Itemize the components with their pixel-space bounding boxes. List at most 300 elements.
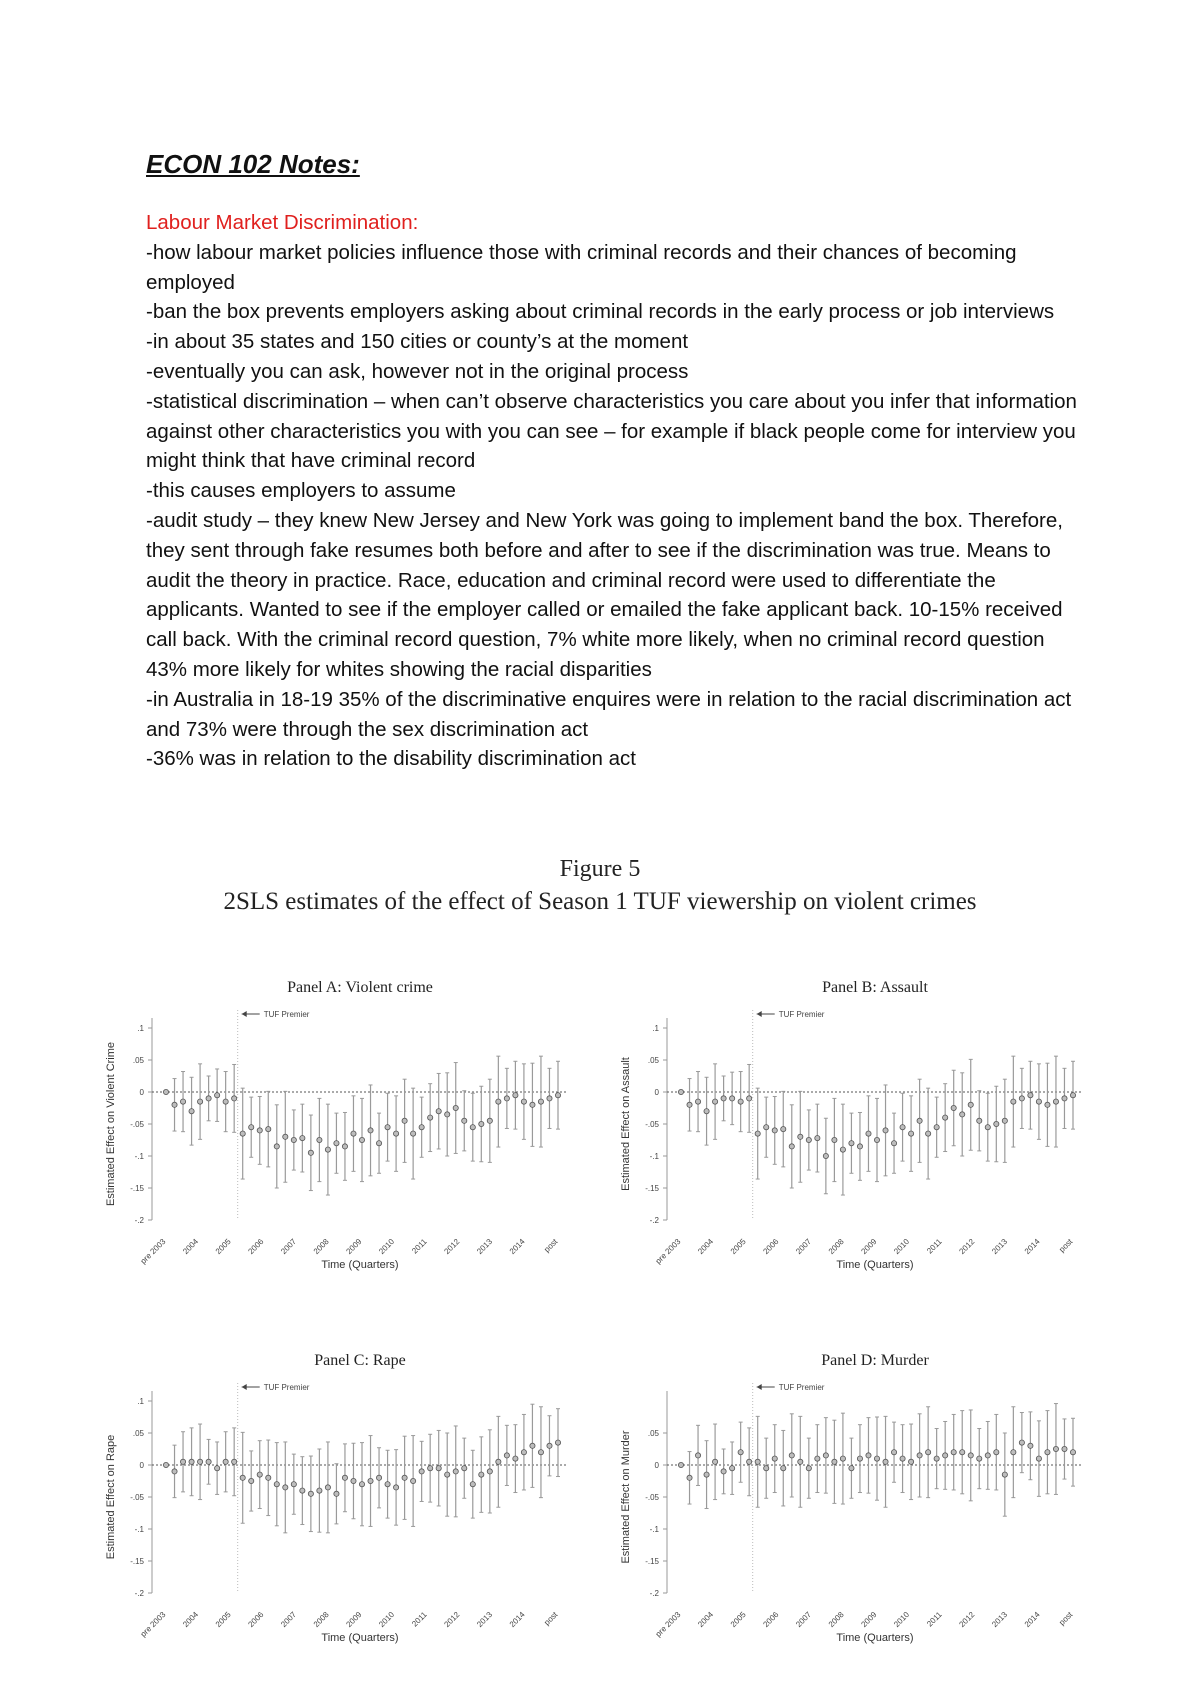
x-tick-label: 2009 <box>859 1610 879 1629</box>
estimate-point <box>917 1453 922 1458</box>
estimate-point <box>695 1453 700 1458</box>
estimate-point <box>1011 1099 1016 1104</box>
estimate-point <box>547 1096 552 1101</box>
estimate-point <box>1019 1096 1024 1101</box>
estimate-point <box>189 1459 194 1464</box>
y-tick-label: -.1 <box>649 1152 659 1161</box>
x-tick-label: 2011 <box>925 1610 944 1629</box>
x-axis-label: Time (Quarters) <box>836 1259 914 1271</box>
estimate-point <box>943 1115 948 1120</box>
x-tick-label: 2007 <box>794 1237 814 1256</box>
x-tick-label: 2005 <box>213 1237 233 1256</box>
estimate-point <box>840 1456 845 1461</box>
estimate-point <box>180 1459 185 1464</box>
x-tick-label: 2006 <box>246 1610 266 1629</box>
y-tick-label: .05 <box>647 1056 659 1065</box>
y-tick-label: .05 <box>132 1429 144 1438</box>
x-tick-label: 2014 <box>507 1610 527 1629</box>
estimate-point <box>772 1456 777 1461</box>
estimate-point <box>487 1469 492 1474</box>
estimate-point <box>730 1466 735 1471</box>
x-tick-label: 2006 <box>761 1610 781 1629</box>
estimate-point <box>789 1144 794 1149</box>
estimate-point <box>317 1488 322 1493</box>
estimate-point <box>712 1459 717 1464</box>
estimate-point <box>900 1456 905 1461</box>
estimate-point <box>496 1099 501 1104</box>
estimate-point <box>538 1099 543 1104</box>
estimate-point <box>308 1491 313 1496</box>
x-tick-label: pre 2003 <box>653 1237 683 1266</box>
estimate-point <box>513 1456 518 1461</box>
estimate-point <box>747 1096 752 1101</box>
x-tick-label: 2012 <box>442 1610 462 1629</box>
premier-arrow-head <box>757 1384 762 1390</box>
estimate-point <box>798 1459 803 1464</box>
estimate-point <box>538 1450 543 1455</box>
x-tick-label: 2011 <box>410 1237 429 1256</box>
y-tick-label: -.05 <box>645 1120 659 1129</box>
x-tick-label: post <box>1057 1237 1075 1255</box>
y-tick-label: -.2 <box>649 1216 659 1225</box>
estimate-point <box>462 1466 467 1471</box>
y-tick-label: .05 <box>647 1429 659 1438</box>
estimate-point <box>257 1128 262 1133</box>
estimate-point <box>849 1141 854 1146</box>
estimate-point <box>806 1137 811 1142</box>
estimate-point <box>764 1125 769 1130</box>
y-tick-label: -.2 <box>134 1216 144 1225</box>
estimate-point <box>1053 1099 1058 1104</box>
estimate-point <box>504 1453 509 1458</box>
estimate-point <box>926 1131 931 1136</box>
estimate-point <box>496 1459 501 1464</box>
estimate-point <box>866 1131 871 1136</box>
estimate-point <box>815 1135 820 1140</box>
estimate-point <box>325 1485 330 1490</box>
x-tick-label: 2004 <box>696 1237 716 1256</box>
estimate-point <box>1036 1456 1041 1461</box>
estimate-point <box>985 1453 990 1458</box>
estimate-point <box>908 1459 913 1464</box>
y-tick-label: -.15 <box>645 1184 659 1193</box>
estimate-point <box>866 1453 871 1458</box>
estimate-point <box>994 1121 999 1126</box>
y-tick-label: .1 <box>652 1024 659 1033</box>
x-tick-label: 2014 <box>507 1237 527 1256</box>
estimate-point <box>291 1482 296 1487</box>
estimate-point <box>755 1459 760 1464</box>
estimate-point <box>968 1102 973 1107</box>
estimate-point <box>798 1134 803 1139</box>
estimate-point <box>300 1135 305 1140</box>
estimate-point <box>747 1459 752 1464</box>
x-tick-label: 2013 <box>475 1237 495 1256</box>
estimate-point <box>197 1459 202 1464</box>
x-tick-label: 2009 <box>344 1237 364 1256</box>
estimate-point <box>891 1141 896 1146</box>
estimate-point <box>1019 1440 1024 1445</box>
panel-title: Panel B: Assault <box>822 979 928 996</box>
x-tick-label: 2012 <box>442 1237 462 1256</box>
y-tick-label: -.15 <box>645 1557 659 1566</box>
estimate-point <box>1002 1472 1007 1477</box>
x-axis-label: Time (Quarters) <box>321 1259 399 1271</box>
estimate-point <box>274 1144 279 1149</box>
estimate-point <box>308 1150 313 1155</box>
estimate-point <box>687 1475 692 1480</box>
estimate-point <box>385 1125 390 1130</box>
estimate-point <box>325 1147 330 1152</box>
y-tick-label: -.05 <box>130 1120 144 1129</box>
section-heading: Labour Market Discrimination: <box>146 211 419 234</box>
y-axis-label: Estimated Effect on Murder <box>620 1430 632 1564</box>
estimate-point <box>504 1096 509 1101</box>
x-tick-label: post <box>542 1237 560 1255</box>
panel-title: Panel C: Rape <box>314 1352 406 1369</box>
estimate-point <box>985 1125 990 1130</box>
x-tick-label: post <box>542 1610 560 1628</box>
estimate-point <box>738 1450 743 1455</box>
estimate-point <box>283 1134 288 1139</box>
estimate-point <box>240 1475 245 1480</box>
premier-arrow-head <box>242 1384 247 1390</box>
y-axis-label: Estimated Effect on Assault <box>620 1057 632 1191</box>
x-tick-label: pre 2003 <box>653 1610 683 1639</box>
x-tick-label: 2007 <box>279 1610 299 1629</box>
estimate-point <box>283 1485 288 1490</box>
estimate-point <box>411 1478 416 1483</box>
estimate-point <box>977 1118 982 1123</box>
y-tick-label: -.15 <box>130 1557 144 1566</box>
x-tick-label: 2007 <box>794 1610 814 1629</box>
estimate-point <box>393 1485 398 1490</box>
estimate-point <box>874 1137 879 1142</box>
estimate-point <box>823 1153 828 1158</box>
x-tick-label: pre 2003 <box>138 1237 168 1266</box>
x-axis-label: Time (Quarters) <box>321 1632 399 1644</box>
estimate-point <box>419 1469 424 1474</box>
estimate-point <box>721 1096 726 1101</box>
estimate-point <box>521 1450 526 1455</box>
x-tick-label: 2008 <box>826 1237 846 1256</box>
x-tick-label: 2013 <box>990 1237 1010 1256</box>
notes-title: ECON 102 Notes: <box>146 149 360 179</box>
y-tick-label: 0 <box>654 1461 659 1470</box>
estimate-point <box>1045 1102 1050 1107</box>
x-tick-label: 2010 <box>892 1610 912 1629</box>
x-tick-label: 2012 <box>957 1610 977 1629</box>
y-tick-label: -.05 <box>645 1493 659 1502</box>
estimate-point <box>547 1443 552 1448</box>
estimate-point <box>832 1137 837 1142</box>
estimate-point <box>351 1131 356 1136</box>
estimate-point <box>232 1096 237 1101</box>
premier-annotation: TUF Premier <box>263 1010 310 1019</box>
x-tick-label: 2013 <box>990 1610 1010 1629</box>
estimate-point <box>359 1137 364 1142</box>
estimate-point <box>317 1137 322 1142</box>
panel-d-chart <box>615 1343 1095 1683</box>
premier-annotation: TUF Premier <box>778 1383 825 1392</box>
estimate-point <box>1028 1443 1033 1448</box>
y-tick-label: 0 <box>139 1088 144 1097</box>
estimate-point <box>1053 1446 1058 1451</box>
estimate-point <box>274 1482 279 1487</box>
bullet-item: -in about 35 states and 150 cities or county’s at the moment <box>146 330 689 354</box>
estimate-point <box>487 1118 492 1123</box>
estimate-point <box>1045 1450 1050 1455</box>
estimate-point <box>555 1093 560 1098</box>
estimate-point <box>1062 1446 1067 1451</box>
premier-arrow-head <box>757 1011 762 1017</box>
estimate-point <box>215 1466 220 1471</box>
estimate-point <box>874 1456 879 1461</box>
estimate-point <box>197 1099 202 1104</box>
y-tick-label: -.2 <box>649 1589 659 1598</box>
figure-caption: 2SLS estimates of the effect of Season 1 TUF viewership on violent crimes <box>223 888 977 915</box>
estimate-point <box>704 1109 709 1114</box>
estimate-point <box>900 1125 905 1130</box>
estimate-point <box>266 1475 271 1480</box>
estimate-point <box>857 1144 862 1149</box>
estimate-point <box>189 1109 194 1114</box>
estimate-point <box>436 1466 441 1471</box>
estimate-point <box>857 1456 862 1461</box>
estimate-point <box>678 1462 683 1467</box>
x-tick-label: pre 2003 <box>138 1610 168 1639</box>
y-tick-label: -.15 <box>130 1184 144 1193</box>
x-tick-label: 2004 <box>181 1610 201 1629</box>
estimate-point <box>908 1131 913 1136</box>
estimate-point <box>730 1096 735 1101</box>
estimate-point <box>249 1478 254 1483</box>
y-tick-label: .1 <box>137 1024 144 1033</box>
estimate-point <box>823 1453 828 1458</box>
x-tick-label: 2004 <box>696 1610 716 1629</box>
estimate-point <box>240 1131 245 1136</box>
estimate-point <box>1028 1093 1033 1098</box>
estimate-point <box>172 1469 177 1474</box>
estimate-point <box>470 1125 475 1130</box>
estimate-point <box>815 1456 820 1461</box>
estimate-point <box>513 1093 518 1098</box>
x-tick-label: 2010 <box>377 1237 397 1256</box>
panel-b-chart <box>615 970 1095 1310</box>
estimate-point <box>755 1131 760 1136</box>
estimate-point <box>687 1102 692 1107</box>
estimate-point <box>206 1459 211 1464</box>
estimate-point <box>934 1456 939 1461</box>
estimate-point <box>223 1099 228 1104</box>
estimate-point <box>385 1482 390 1487</box>
estimate-point <box>1002 1118 1007 1123</box>
y-axis-label: Estimated Effect on Rape <box>105 1434 117 1560</box>
x-tick-label: 2014 <box>1022 1237 1042 1256</box>
figure-label: Figure 5 <box>559 856 641 882</box>
estimate-point <box>806 1466 811 1471</box>
x-axis-label: Time (Quarters) <box>836 1632 914 1644</box>
estimate-point <box>163 1462 168 1467</box>
estimate-point <box>926 1450 931 1455</box>
x-tick-label: 2005 <box>728 1237 748 1256</box>
bullet-item: -eventually you can ask, however not in the original process <box>146 359 689 383</box>
bullet-item: -audit study – they knew New Jersey and New York was going to implement band the box. Therefore, they sent through fake resumes both before and after to see if the discrimination was true. Means to audit the theory in practice. Race, education and criminal record were used to differentiate the applicants. Wanted to see if the employer called or emailed the fake applicant back. 10-15% received call back. With the criminal record question, 7% white more likely, when no criminal record question 43% more likely for whites showing the racial disparities <box>146 508 1063 681</box>
panel-title: Panel D: Murder <box>821 1352 929 1369</box>
estimate-point <box>342 1144 347 1149</box>
estimate-point <box>257 1472 262 1477</box>
estimate-point <box>772 1128 777 1133</box>
estimate-point <box>462 1118 467 1123</box>
estimate-point <box>402 1118 407 1123</box>
bullet-item: -how labour market policies influence those with criminal records and their chances of becoming employed <box>146 240 1017 294</box>
x-tick-label: 2004 <box>181 1237 201 1256</box>
estimate-point <box>968 1453 973 1458</box>
x-tick-label: 2006 <box>246 1237 266 1256</box>
estimate-point <box>368 1128 373 1133</box>
estimate-point <box>402 1475 407 1480</box>
y-tick-label: .05 <box>132 1056 144 1065</box>
bullet-item: -this causes employers to assume <box>146 479 456 503</box>
estimate-point <box>411 1131 416 1136</box>
estimate-point <box>428 1466 433 1471</box>
estimate-point <box>951 1105 956 1110</box>
estimate-point <box>917 1118 922 1123</box>
estimate-point <box>180 1099 185 1104</box>
estimate-point <box>678 1089 683 1094</box>
estimate-point <box>960 1450 965 1455</box>
x-tick-label: 2008 <box>311 1237 331 1256</box>
x-tick-label: 2006 <box>761 1237 781 1256</box>
estimate-point <box>521 1099 526 1104</box>
x-tick-label: 2008 <box>826 1610 846 1629</box>
estimate-point <box>832 1459 837 1464</box>
estimate-point <box>479 1472 484 1477</box>
estimate-point <box>232 1459 237 1464</box>
estimate-point <box>1070 1450 1075 1455</box>
estimate-point <box>695 1099 700 1104</box>
x-tick-label: 2005 <box>213 1610 233 1629</box>
y-axis-label: Estimated Effect on Violent Crime <box>105 1041 117 1207</box>
premier-arrow-head <box>242 1011 247 1017</box>
x-tick-label: 2011 <box>410 1610 429 1629</box>
estimate-point <box>721 1469 726 1474</box>
estimate-point <box>445 1112 450 1117</box>
estimate-point <box>266 1127 271 1132</box>
estimate-point <box>172 1102 177 1107</box>
estimate-point <box>376 1475 381 1480</box>
estimate-point <box>883 1459 888 1464</box>
y-tick-label: -.1 <box>134 1525 144 1534</box>
estimate-point <box>883 1128 888 1133</box>
estimate-point <box>781 1127 786 1132</box>
estimate-point <box>249 1125 254 1130</box>
estimate-point <box>479 1121 484 1126</box>
bullet-item: -in Australia in 18-19 35% of the discriminative enquires were in relation to the racial discrimination act and 73% were through the sex discrimination act <box>146 687 1072 741</box>
premier-annotation: TUF Premier <box>263 1383 310 1392</box>
estimate-point <box>393 1131 398 1136</box>
premier-annotation: TUF Premier <box>778 1010 825 1019</box>
x-tick-label: 2007 <box>279 1237 299 1256</box>
x-tick-label: 2009 <box>344 1610 364 1629</box>
y-tick-label: -.2 <box>134 1589 144 1598</box>
estimate-point <box>849 1466 854 1471</box>
estimate-point <box>764 1466 769 1471</box>
estimate-point <box>704 1472 709 1477</box>
estimate-point <box>994 1450 999 1455</box>
estimate-point <box>530 1443 535 1448</box>
estimate-point <box>470 1482 475 1487</box>
x-tick-label: 2014 <box>1022 1610 1042 1629</box>
estimate-point <box>712 1099 717 1104</box>
x-tick-label: 2010 <box>377 1610 397 1629</box>
estimate-point <box>300 1488 305 1493</box>
estimate-point <box>342 1475 347 1480</box>
estimate-point <box>840 1147 845 1152</box>
estimate-point <box>445 1472 450 1477</box>
x-tick-label: 2009 <box>859 1237 879 1256</box>
x-tick-label: 2013 <box>475 1610 495 1629</box>
y-tick-label: 0 <box>139 1461 144 1470</box>
estimate-point <box>943 1453 948 1458</box>
notes-body <box>146 148 1086 774</box>
x-tick-label: 2010 <box>892 1237 912 1256</box>
estimate-point <box>453 1105 458 1110</box>
estimate-point <box>351 1478 356 1483</box>
bullet-item: -ban the box prevents employers asking about criminal records in the early process or job interviews <box>146 300 1055 324</box>
estimate-point <box>951 1450 956 1455</box>
estimate-point <box>206 1096 211 1101</box>
estimate-point <box>223 1459 228 1464</box>
estimate-point <box>428 1115 433 1120</box>
estimate-point <box>1070 1093 1075 1098</box>
estimate-point <box>291 1137 296 1142</box>
estimate-point <box>215 1093 220 1098</box>
panel-a-chart <box>100 970 580 1310</box>
estimate-point <box>334 1141 339 1146</box>
estimate-point <box>359 1482 364 1487</box>
estimate-point <box>960 1112 965 1117</box>
estimate-point <box>977 1456 982 1461</box>
estimate-point <box>934 1125 939 1130</box>
estimate-point <box>368 1478 373 1483</box>
panel-c-chart <box>100 1343 580 1683</box>
estimate-point <box>891 1450 896 1455</box>
x-tick-label: 2012 <box>957 1237 977 1256</box>
estimate-point <box>1036 1099 1041 1104</box>
estimate-point <box>163 1089 168 1094</box>
estimate-point <box>419 1125 424 1130</box>
estimate-point <box>453 1469 458 1474</box>
estimate-point <box>334 1491 339 1496</box>
bullet-item: -statistical discrimination – when can’t observe characteristics you care about you infer that information against other characteristics you with you can see – for example if black people come for interview you might think that have criminal record <box>146 389 1077 473</box>
estimate-point <box>738 1099 743 1104</box>
x-tick-label: 2008 <box>311 1610 331 1629</box>
estimate-point <box>436 1109 441 1114</box>
x-tick-label: 2011 <box>925 1237 944 1256</box>
estimate-point <box>789 1453 794 1458</box>
estimate-point <box>1062 1096 1067 1101</box>
y-tick-label: -.1 <box>649 1525 659 1534</box>
y-tick-label: -.1 <box>134 1152 144 1161</box>
estimate-point <box>530 1102 535 1107</box>
y-tick-label: -.05 <box>130 1493 144 1502</box>
estimate-point <box>1011 1450 1016 1455</box>
x-tick-label: 2005 <box>728 1610 748 1629</box>
y-tick-label: .1 <box>137 1397 144 1406</box>
estimate-point <box>781 1466 786 1471</box>
panel-title: Panel A: Violent crime <box>287 979 433 996</box>
